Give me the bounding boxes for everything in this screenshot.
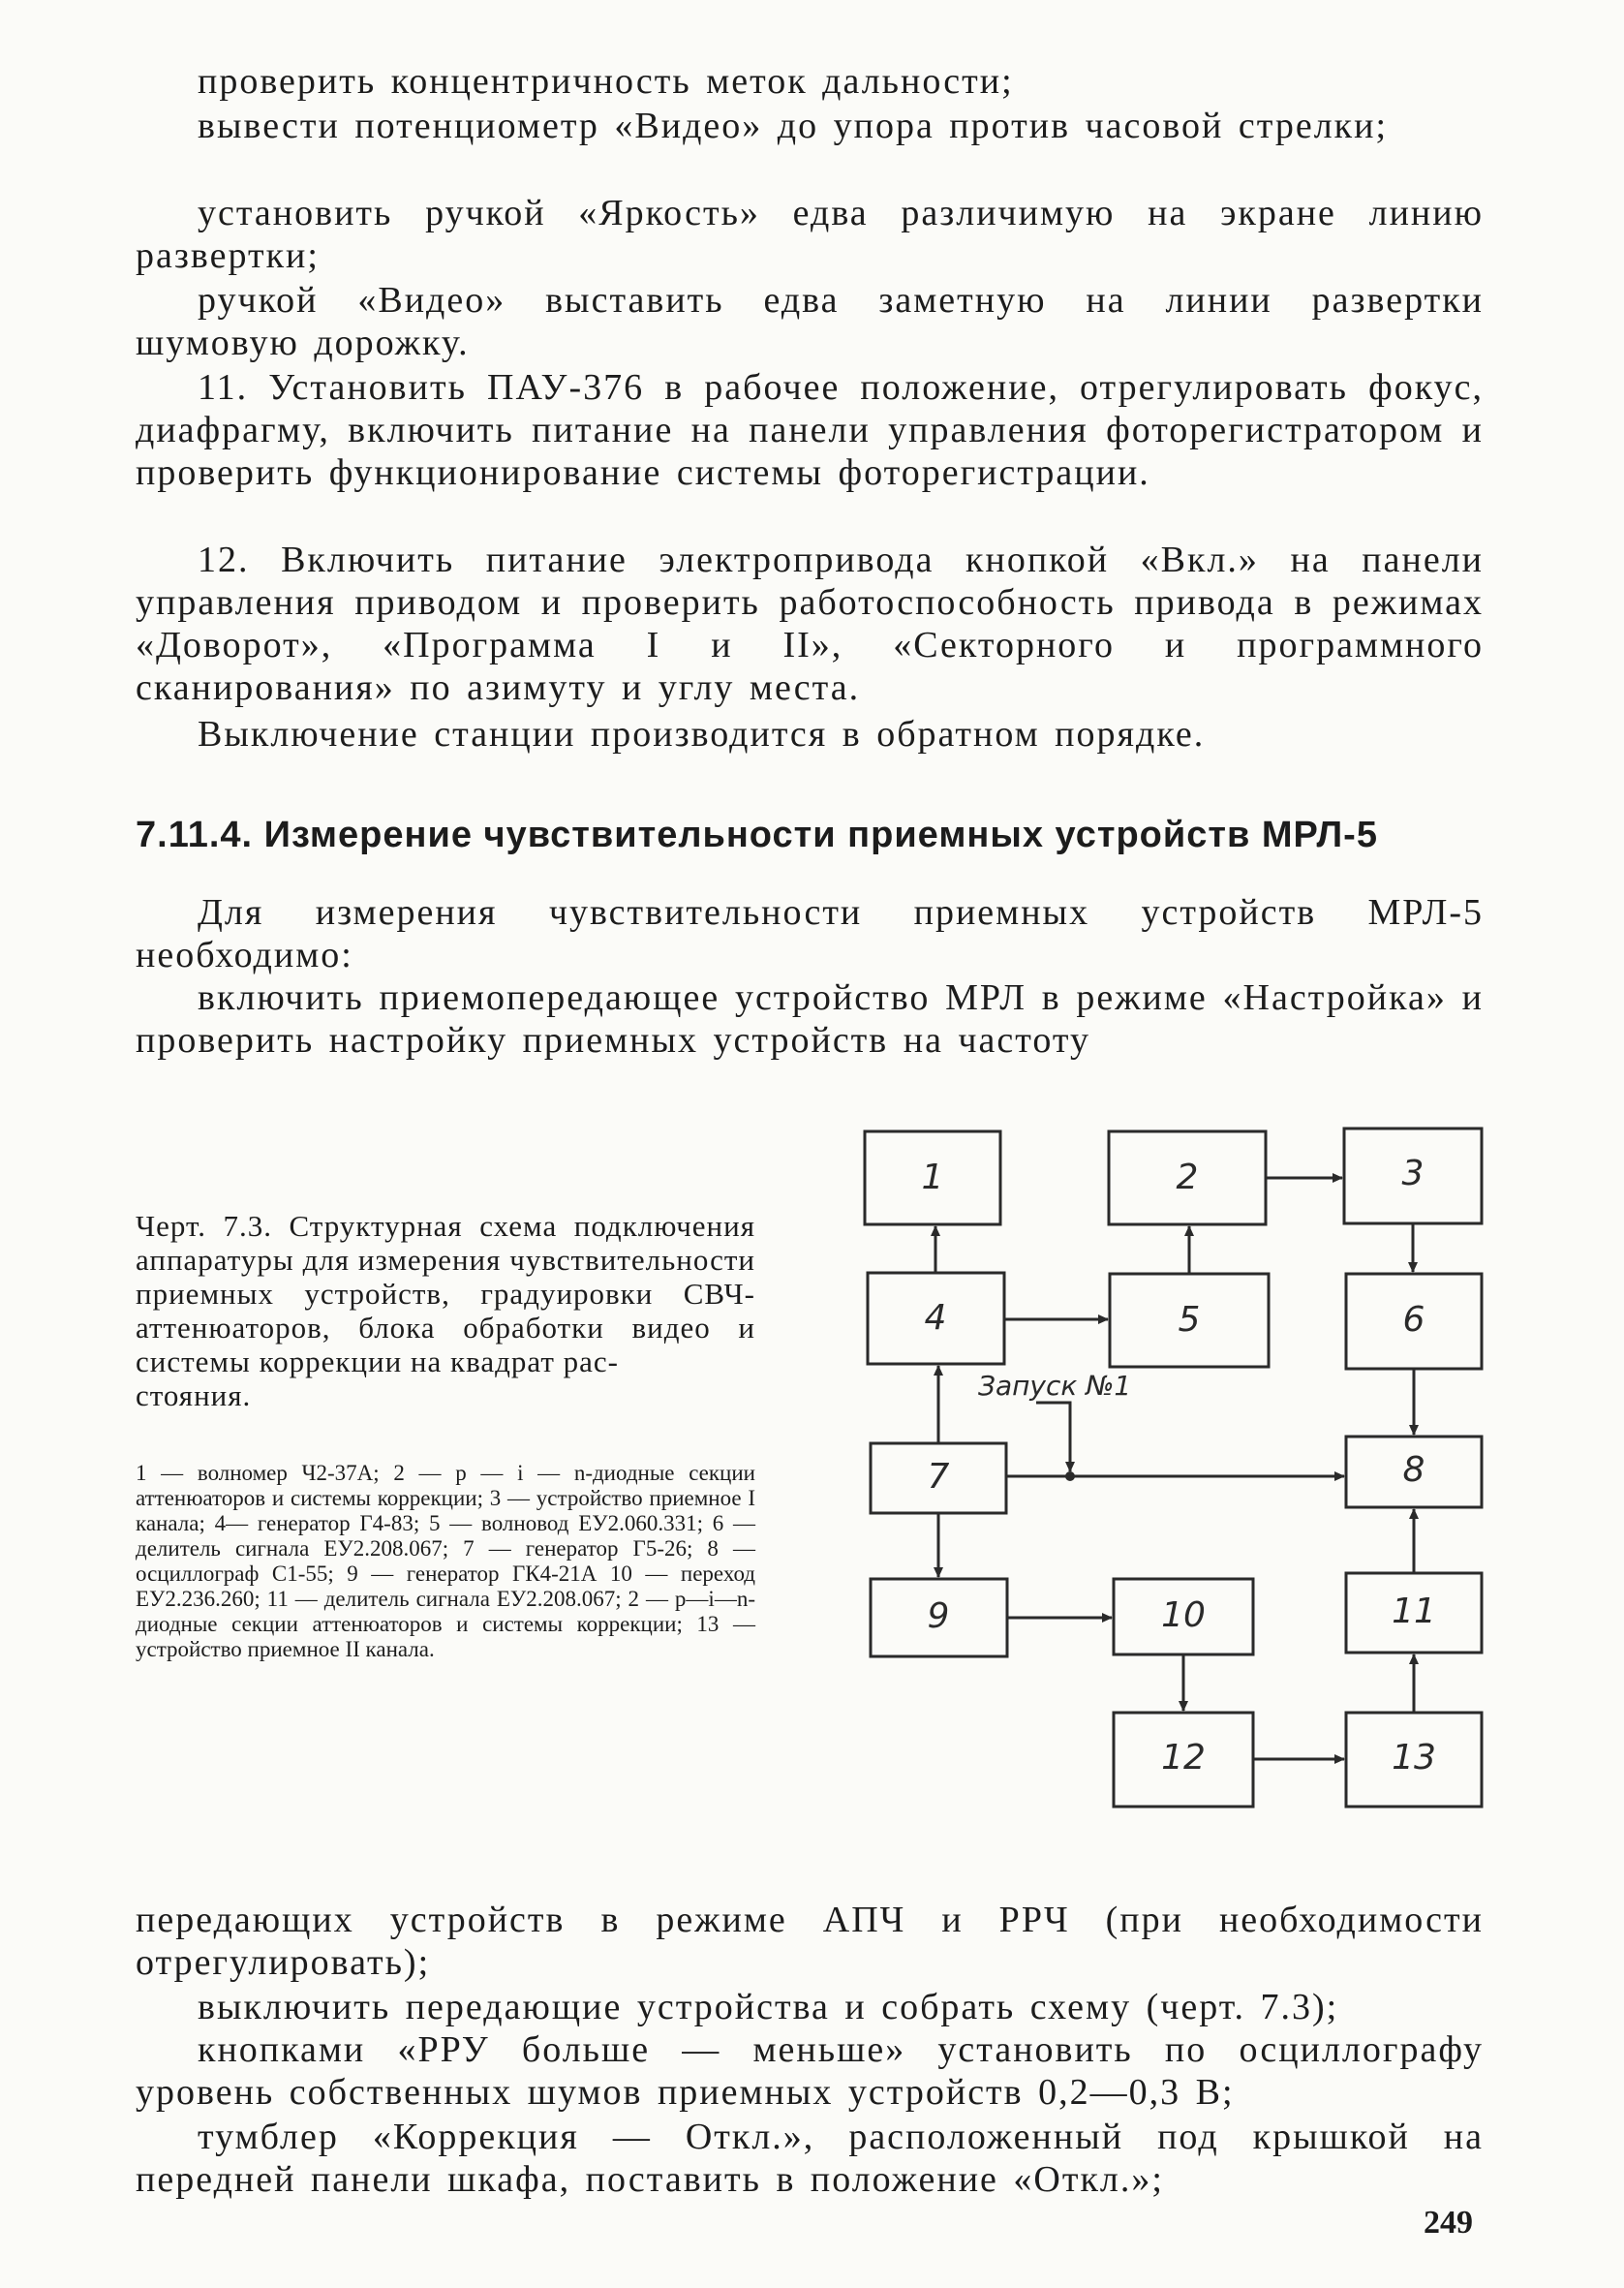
paragraph: Выключение станции производится в обратном порядке. bbox=[198, 714, 1206, 755]
paragraph: выключить передающие устройства и собрать схему (черт. 7.3); bbox=[198, 1987, 1339, 2027]
paragraph: Для измерения чувствительности приемных устройств МРЛ-5 необходимо: bbox=[136, 892, 1484, 975]
figure-caption-title: Черт. 7.3. Структурная схема подключения аппаратуры для измерения чувствительности приемных устройств, градуировки СВЧ-аттенюаторов, блока обработки видео и системы коррекции на квадрат рас- bbox=[136, 1209, 755, 1378]
paragraph: ручкой «Видео» выставить едва заметную на линии развертки шумовую дорожку. bbox=[136, 280, 1484, 363]
paragraph: включить приемопередающее устройство МРЛ в режиме «Настройка» и проверить настройку приемных устройств на частоту bbox=[136, 977, 1484, 1061]
page-number: 249 bbox=[1424, 2205, 1473, 2241]
figure-caption-end: стояния. bbox=[136, 1378, 252, 1412]
block-label-2: 2 bbox=[1176, 1158, 1199, 1197]
section-heading: 7.11.4. Измерение чувствительности приемных устройств МРЛ-5 bbox=[136, 815, 1378, 855]
block-label-5: 5 bbox=[1178, 1300, 1201, 1340]
block-label-3: 3 bbox=[1401, 1154, 1425, 1193]
paragraph: передающих устройств в режиме АПЧ и РРЧ (при необходимости отрегулировать); bbox=[136, 1900, 1484, 1983]
paragraph: 12. Включить питание электропривода кнопкой «Вкл.» на панели управления приводом и проверить работоспособность привода в режимах «Доворот», «Программа I и II», «Секторного и программного сканирования» по азимуту и углу места. bbox=[136, 540, 1484, 708]
block-label-9: 9 bbox=[927, 1596, 950, 1636]
paragraph: тумблер «Коррекция — Откл.», расположенный под крышкой на передней панели шкафа, поставить в положение «Откл.»; bbox=[136, 2117, 1484, 2200]
paragraph: кнопками «РРУ больше — меньше» установить по осциллографу уровень собственных шумов приемных устройств 0,2—0,3 В; bbox=[136, 2029, 1484, 2113]
block-label-6: 6 bbox=[1402, 1300, 1425, 1340]
block-label-13: 13 bbox=[1392, 1738, 1436, 1778]
block-label-8: 8 bbox=[1402, 1450, 1425, 1490]
block-label-12: 12 bbox=[1161, 1738, 1206, 1778]
block-label-11: 11 bbox=[1392, 1592, 1436, 1631]
junction-dot bbox=[1065, 1471, 1075, 1481]
paragraph: вывести потенциометр «Видео» до упора против часовой стрелки; bbox=[198, 106, 1389, 146]
trigger-line bbox=[1036, 1403, 1070, 1471]
paragraph: проверить концентричность меток дальности; bbox=[198, 61, 1014, 102]
block-label-1: 1 bbox=[921, 1158, 944, 1197]
block-label-10: 10 bbox=[1161, 1595, 1206, 1635]
paragraph: установить ручкой «Яркость» едва различимую на экране линию развертки; bbox=[136, 193, 1484, 276]
paragraph: 11. Установить ПАУ-376 в рабочее положение, отрегулировать фокус, диафрагму, включить питание на панели управления фоторегистратором и проверить функционирование системы фоторегистрации. bbox=[136, 367, 1484, 493]
block-label-4: 4 bbox=[924, 1298, 947, 1338]
figure-legend: 1 — волномер Ч2-37А; 2 — p — i — n-диодные секции аттенюаторов и системы коррекции; 3 — устройство приемное I канала; 4— генератор Г4-83; 5 — волновод ЕУ2.060.331; 6 — делитель сигнала ЕУ2.208.067; 7 — генератор Г5-26; 8 — осциллограф С1-55; 9 — генератор ГК4-21А 10 — переход ЕУ2.236.260; 11 — делитель сигнала ЕУ2.208.067; 2 — p—i—n-диодные секции аттенюаторов и системы коррекции; 13 — устройство приемное II канала. bbox=[136, 1461, 755, 1661]
trigger-annotation: Запуск №1 bbox=[978, 1370, 1132, 1402]
block-label-7: 7 bbox=[927, 1457, 950, 1497]
